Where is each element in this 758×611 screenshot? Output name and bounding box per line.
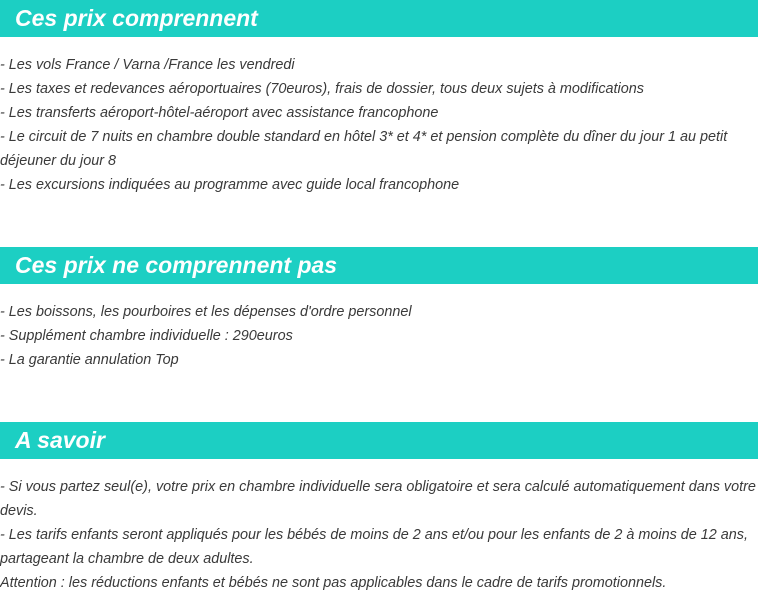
section-title-good-to-know: A savoir xyxy=(15,427,105,453)
section-included xyxy=(0,0,758,197)
section-header-good-to-know xyxy=(0,422,758,459)
section-header-included xyxy=(0,0,758,37)
list-item: Attention : les réductions enfants et bébés ne sont pas applicables dans le cadre de tarifs promotionnels. xyxy=(0,575,667,591)
list-item: - La garantie annulation Top xyxy=(0,352,179,368)
list-item: - Les boissons, les pourboires et les dépenses d'ordre personnel xyxy=(0,304,412,320)
list-item: - Les transferts aéroport-hôtel-aéroport avec assistance francophone xyxy=(0,105,439,121)
section-title-included: Ces prix comprennent xyxy=(15,5,258,31)
list-item: - Les vols France / Varna /France les vendredi xyxy=(0,57,295,73)
section-title-not-included: Ces prix ne comprennent pas xyxy=(15,252,338,278)
not-included-list xyxy=(0,300,758,372)
section-header-not-included xyxy=(0,247,758,284)
list-item: - Supplément chambre individuelle : 290euros xyxy=(0,328,293,344)
list-item: - Si vous partez seul(e), votre prix en chambre individuelle sera obligatoire et sera calculé automatiquement dans votre devis. xyxy=(0,479,756,519)
list-item: - Les excursions indiquées au programme avec guide local francophone xyxy=(0,177,460,193)
good-to-know-list xyxy=(0,475,758,595)
list-item: - Les tarifs enfants seront appliqués pour les bébés de moins de 2 ans et/ou pour les enfants de 2 à moins de 12 ans, partageant la chambre de deux adultes. xyxy=(0,527,748,567)
list-item: - Le circuit de 7 nuits en chambre double standard en hôtel 3* et 4* et pension complète du dîner du jour 1 au petit déjeuner du jour 8 xyxy=(0,129,728,169)
included-list xyxy=(0,53,758,197)
section-good-to-know xyxy=(0,422,758,595)
section-not-included xyxy=(0,247,758,372)
list-item: - Les taxes et redevances aéroportuaires (70euros), frais de dossier, tous deux sujets à modifications xyxy=(0,81,644,97)
